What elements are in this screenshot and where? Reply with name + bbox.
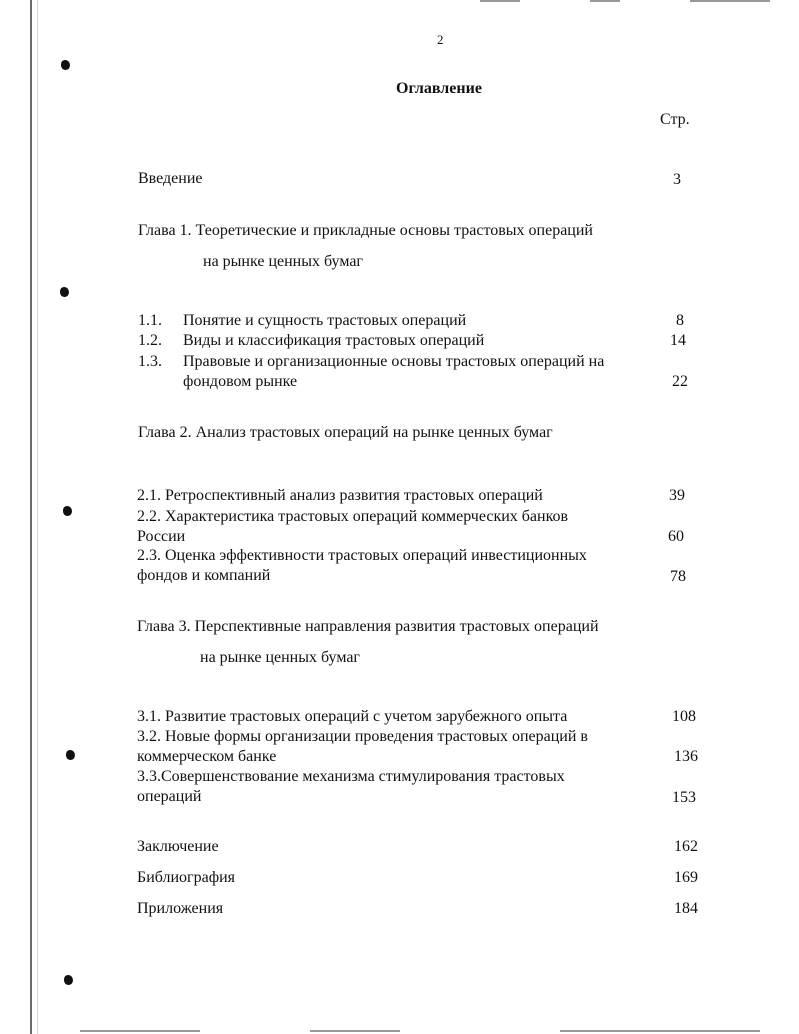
scan-edge-mark <box>560 1030 760 1032</box>
chapter3-heading: Глава 3. Перспективные направления развития трастовых операций <box>137 618 599 635</box>
scan-binding-line-faint <box>37 0 38 1034</box>
toc-item-page: 78 <box>670 568 686 585</box>
toc-conclusion-label: Заключение <box>137 838 219 855</box>
punch-hole-mark <box>63 506 72 516</box>
toc-item-text-line2: фондовом рынке <box>183 373 298 390</box>
toc-item-page: 39 <box>669 487 685 504</box>
punch-hole-mark <box>66 750 75 760</box>
scan-edge-mark <box>80 1030 200 1032</box>
punch-hole-mark <box>61 60 70 70</box>
toc-bibliography-page: 169 <box>674 869 698 886</box>
toc-item-text: 2.1. Ретроспективный анализ развития трастовых операций <box>137 487 543 504</box>
toc-item-number: 1.3. <box>138 353 162 370</box>
toc-item-page: 22 <box>672 373 688 390</box>
toc-item-page: 108 <box>672 708 696 725</box>
scan-edge-mark <box>690 0 770 2</box>
toc-item-page: 8 <box>676 312 684 329</box>
chapter3-heading-line2: на рынке ценных бумаг <box>200 649 360 666</box>
punch-hole-mark <box>64 975 73 985</box>
toc-appendices-page: 184 <box>674 900 698 917</box>
page-number: 2 <box>437 32 444 47</box>
toc-item-page: 153 <box>672 789 696 806</box>
chapter1-heading: Глава 1. Теоретические и прикладные основы трастовых операций <box>138 222 593 239</box>
toc-item-text: 3.3.Совершенствование механизма стимулирования трастовых <box>137 768 565 785</box>
chapter2-heading: Глава 2. Анализ трастовых операций на рынке ценных бумаг <box>138 424 553 441</box>
toc-intro-page: 3 <box>673 171 681 188</box>
toc-bibliography-label: Библиография <box>137 869 235 886</box>
toc-appendices-label: Приложения <box>137 900 224 917</box>
page-column-label: Стр. <box>660 111 690 128</box>
toc-conclusion-page: 162 <box>674 838 698 855</box>
toc-item-text: 2.2. Характеристика трастовых операций коммерческих банков <box>137 508 569 525</box>
toc-item-number: 1.1. <box>138 312 162 329</box>
toc-item-text: 3.1. Развитие трастовых операций с учетом зарубежного опыта <box>137 708 568 725</box>
scan-edge-mark <box>480 0 520 2</box>
toc-item-page: 60 <box>668 528 684 545</box>
toc-item-text: 3.2. Новые формы организации проведения трастовых операций в <box>137 728 588 745</box>
toc-item-page: 136 <box>674 748 698 765</box>
toc-item-text: 2.3. Оценка эффективности трастовых операций инвестиционных <box>137 547 587 564</box>
scan-edge-mark <box>590 0 620 2</box>
chapter1-heading-line2: на рынке ценных бумаг <box>203 253 363 270</box>
toc-item-text-line2: России <box>137 528 186 545</box>
toc-item-text: Понятие и сущность трастовых операций <box>183 312 467 329</box>
toc-item-text-line2: операций <box>137 788 202 805</box>
toc-title: Оглавление <box>396 80 482 97</box>
toc-item-page: 14 <box>670 332 686 349</box>
toc-item-text: Виды и классификация трастовых операций <box>183 332 485 349</box>
scan-binding-line <box>30 0 32 1034</box>
toc-item-text-line2: коммерческом банке <box>137 748 277 765</box>
toc-item-text: Правовые и организационные основы трастовых операций на <box>183 353 605 370</box>
punch-hole-mark <box>60 287 69 297</box>
toc-item-number: 1.2. <box>138 332 162 349</box>
toc-intro-label: Введение <box>138 170 203 187</box>
scan-edge-mark <box>310 1030 400 1032</box>
toc-item-text-line2: фондов и компаний <box>137 567 271 584</box>
